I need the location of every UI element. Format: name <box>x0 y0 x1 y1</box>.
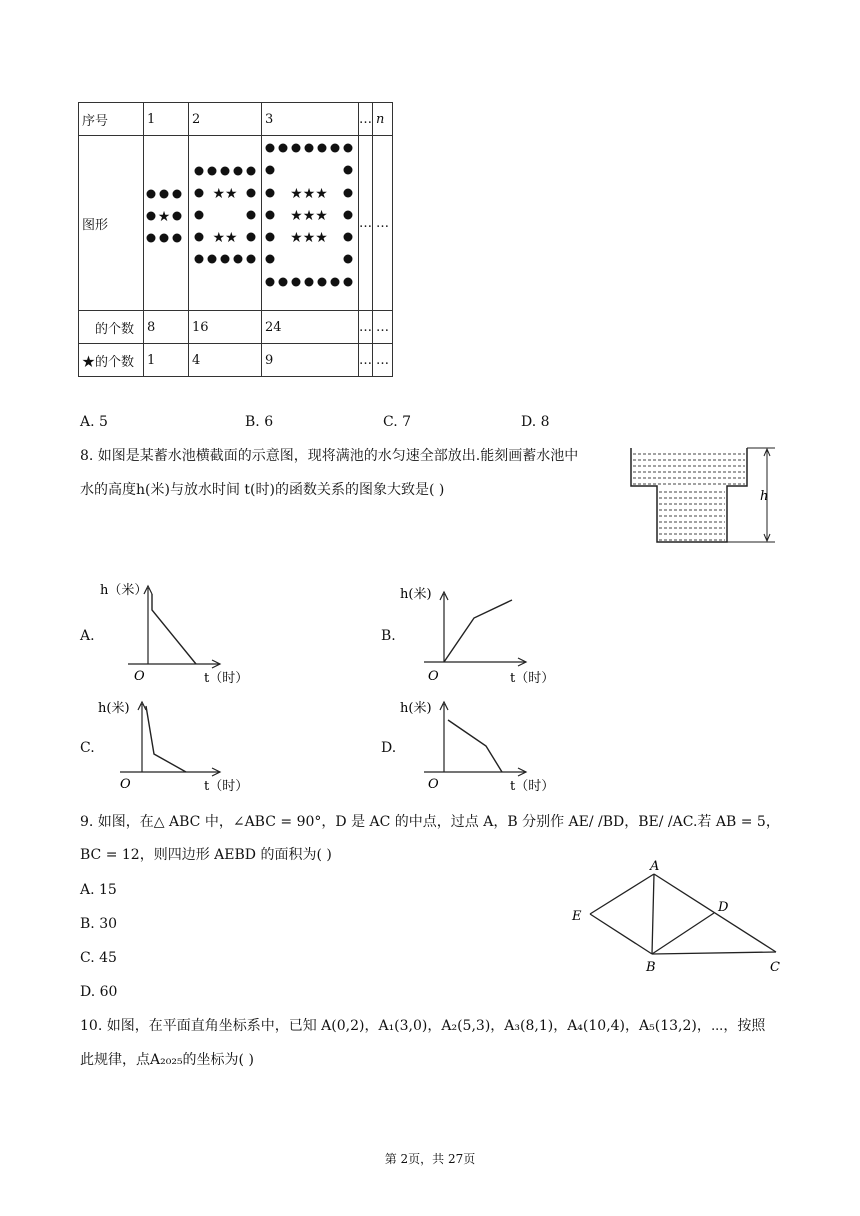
graph-b-y-label: h(米) <box>400 587 432 602</box>
q8-option-d-label: D. <box>381 740 397 756</box>
graph-c-y-label: h(米) <box>98 701 130 716</box>
graph-a-x-label: t（时） <box>204 671 249 686</box>
table-cell: 图形 <box>79 136 144 311</box>
point-e-label: E <box>572 909 582 924</box>
svg-text:★★★: ★★★ <box>290 208 328 224</box>
table-cell: 24 <box>262 311 359 344</box>
table-cell: 8 <box>144 311 189 344</box>
point-c-label: C <box>770 960 780 975</box>
graph-d-y-label: h(米) <box>400 701 432 716</box>
graph-a-origin: O <box>134 669 145 684</box>
figure-1-drawing <box>144 136 188 306</box>
graph-c <box>96 696 266 800</box>
q9-line-1: 9. 如图，在△ ABC 中，∠ABC = 90°，D 是 AC 的中点，过点 A，B 分别作 AE/ /BD，BE/ /AC.若 AB = 5， <box>80 814 780 830</box>
graph-c-origin: O <box>120 777 131 792</box>
figure-3-drawing <box>262 136 358 306</box>
q7-option-c: C. 7 <box>383 414 412 430</box>
table-cell: n <box>373 103 393 136</box>
q8-option-c-label: C. <box>80 740 95 756</box>
figure-2-drawing <box>189 136 261 306</box>
q9-option-c: C. 45 <box>80 950 117 966</box>
table-cell: 1 <box>144 344 189 377</box>
table-cell: 序号 <box>79 103 144 136</box>
q8-option-a-label: A. <box>80 628 95 644</box>
reservoir-h-label: h <box>760 489 769 504</box>
table-row <box>79 311 393 344</box>
svg-text:★★: ★★ <box>212 186 238 202</box>
graph-a-y-label: h（米） <box>100 583 148 598</box>
graph-c-x-label: t（时） <box>204 779 249 794</box>
figure-1 <box>144 136 189 311</box>
table-cell: 16 <box>189 311 262 344</box>
page-footer: 第 2页，共 27页 <box>384 1152 476 1166</box>
table-cell: 9 <box>262 344 359 377</box>
svg-text:★★★: ★★★ <box>290 230 328 246</box>
q8-option-b-label: B. <box>381 628 396 644</box>
table-cell: … <box>373 136 393 311</box>
table-cell: 3 <box>262 103 359 136</box>
point-d-label: D <box>718 900 729 915</box>
graph-b-origin: O <box>428 669 439 684</box>
figure-3 <box>262 136 359 311</box>
q10-line-1: 10. 如图，在平面直角坐标系中，已知 A(0,2)，A₁(3,0)，A₂(5,3)，A₃(8,1)，A₄(10,4)，A₅(13,2)，⋯，按照 <box>80 1018 766 1034</box>
table-cell: … <box>359 103 373 136</box>
q9-option-a: A. 15 <box>80 882 117 898</box>
q8-line-2: 水的高度h(米)与放水时间 t(时)的函数关系的图象大致是( ) <box>80 482 445 498</box>
table-cell: 4 <box>189 344 262 377</box>
reservoir-diagram <box>625 444 785 548</box>
table-row <box>79 103 393 136</box>
graph-d-x-label: t（时） <box>510 779 555 794</box>
pattern-table <box>78 102 393 377</box>
graph-d <box>398 696 568 800</box>
q7-option-d: D. 8 <box>521 414 550 430</box>
figure-2 <box>189 136 262 311</box>
table-cell: … <box>359 136 373 311</box>
table-cell: 2 <box>189 103 262 136</box>
svg-text:★★★: ★★★ <box>290 186 328 202</box>
graph-b-x-label: t（时） <box>510 671 555 686</box>
point-a-label: A <box>650 859 660 874</box>
table-row <box>79 136 393 311</box>
q7-option-a: A. 5 <box>80 414 108 430</box>
graph-a <box>96 580 266 690</box>
svg-text:★★: ★★ <box>212 230 238 246</box>
svg-text:★: ★ <box>157 209 171 225</box>
table-cell: … <box>359 311 373 344</box>
point-b-label: B <box>646 960 656 975</box>
table-cell: ★的个数 <box>79 344 144 377</box>
table-cell: 的个数 <box>79 311 144 344</box>
q10-line-2: 此规律，点A₂₀₂₅的坐标为( ) <box>80 1052 254 1068</box>
graph-d-origin: O <box>428 777 439 792</box>
q9-option-b: B. 30 <box>80 916 118 932</box>
q8-line-1: 8. 如图是某蓄水池横截面的示意图，现将满池的水匀速全部放出.能刻画蓄水池中 <box>80 448 579 464</box>
table-cell: … <box>373 344 393 377</box>
graph-b <box>398 582 568 692</box>
q9-line-2: BC = 12，则四边形 AEBD 的面积为( ) <box>80 847 332 863</box>
q9-option-d: D. 60 <box>80 984 118 1000</box>
table-row <box>79 344 393 377</box>
q7-option-b: B. 6 <box>245 414 274 430</box>
table-cell: … <box>373 311 393 344</box>
table-cell: … <box>359 344 373 377</box>
table-cell: 1 <box>144 103 189 136</box>
q9-figure <box>566 858 792 980</box>
